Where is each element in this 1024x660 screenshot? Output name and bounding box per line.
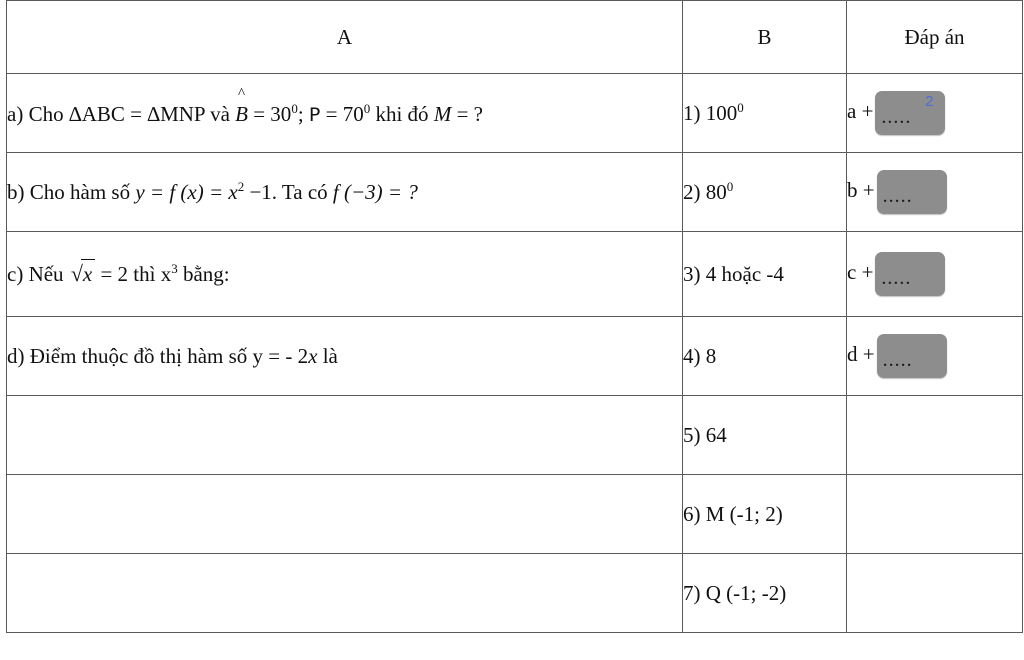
table-row xyxy=(7,153,1023,232)
table-row xyxy=(7,317,1023,396)
angle-b-with-hat xyxy=(235,85,248,128)
question-a-text-6: khi đó xyxy=(370,101,434,126)
answer-b-prefix: b + xyxy=(847,177,875,202)
answer-blank-d[interactable] xyxy=(877,334,947,378)
question-d-text-1: là xyxy=(317,343,338,368)
angle-b-label: B xyxy=(235,101,248,126)
answer-a-mark: 2 xyxy=(925,93,934,110)
question-a-text-7: = ? xyxy=(451,101,483,126)
option-cell-1 xyxy=(683,74,847,153)
question-c-text-1: = 2 thì x xyxy=(95,262,172,287)
column-header-b: B xyxy=(683,1,847,74)
radical-sign: √ xyxy=(70,261,83,287)
answer-blank-b[interactable] xyxy=(877,170,947,214)
question-a-text-3: = 30 xyxy=(247,101,292,126)
answer-cell-a xyxy=(847,74,1023,153)
question-cell-b xyxy=(7,153,683,232)
option-cell-4 xyxy=(683,317,847,396)
degree-sup-1: 0 xyxy=(291,100,298,116)
matching-exercise-table xyxy=(6,0,1023,633)
question-d-prefix: d) Điểm thuộc đồ thị hàm số y = - 2 xyxy=(7,343,309,368)
answer-b-dots: ..... xyxy=(882,185,913,207)
answer-c-dots: ..... xyxy=(881,267,912,289)
empty-question-cell xyxy=(7,396,683,475)
option-cell-2 xyxy=(683,153,847,232)
option-1-text: 1) 100 xyxy=(683,100,738,125)
column-header-answer: Đáp án xyxy=(847,1,1023,74)
triangle-icon: ∆ xyxy=(147,101,161,126)
answer-cell-b xyxy=(847,153,1023,232)
radicand-label: x xyxy=(81,259,95,288)
empty-question-cell xyxy=(7,475,683,554)
option-6-text: 6) M (-1; 2) xyxy=(683,501,783,526)
answer-c-prefix: c + xyxy=(847,259,874,284)
question-a-text-5: = 70 xyxy=(320,101,364,126)
triangle-icon: ∆ xyxy=(68,101,82,126)
table-row xyxy=(7,74,1023,153)
answer-d-prefix: d + xyxy=(847,341,875,366)
question-a-prefix: a) Cho xyxy=(7,101,69,126)
table-row xyxy=(7,475,1023,554)
answer-d-dots: ..... xyxy=(882,349,913,371)
option-cell-5 xyxy=(683,396,847,475)
answer-blank-c[interactable] xyxy=(875,252,945,296)
answer-cell-c xyxy=(847,232,1023,317)
option-2-text: 2) 80 xyxy=(683,179,727,204)
table-header-row xyxy=(7,1,1023,74)
square-root-icon xyxy=(69,259,95,289)
question-b-prefix: b) Cho hàm số xyxy=(7,179,136,204)
question-b-expr-1: y = f (x) = x xyxy=(135,179,238,204)
answer-a-prefix: a + xyxy=(847,98,874,123)
option-2-sup: 0 xyxy=(726,178,734,194)
question-b-sup: 2 xyxy=(237,178,245,194)
option-cell-3 xyxy=(683,232,847,317)
angle-p-label: P xyxy=(308,103,321,126)
option-5-text: 5) 64 xyxy=(683,422,727,447)
angle-m-label: M xyxy=(433,101,452,126)
empty-answer-cell xyxy=(847,475,1023,554)
question-a-text-2: MNP và xyxy=(160,101,236,126)
option-1-sup: 0 xyxy=(737,99,744,115)
question-c-prefix: c) Nếu xyxy=(7,262,69,287)
option-4-text: 4) 8 xyxy=(683,343,717,368)
hat-icon: ^ xyxy=(238,85,246,102)
option-cell-6 xyxy=(683,475,847,554)
answer-cell-d xyxy=(847,317,1023,396)
question-cell-d xyxy=(7,317,683,396)
question-d-var: x xyxy=(308,343,318,368)
empty-answer-cell xyxy=(847,396,1023,475)
empty-answer-cell xyxy=(847,554,1023,633)
question-a-text-4: ; xyxy=(297,101,309,126)
question-cell-c xyxy=(7,232,683,317)
degree-sup-2: 0 xyxy=(363,100,371,116)
option-cell-7 xyxy=(683,554,847,633)
empty-question-cell xyxy=(7,554,683,633)
table-row xyxy=(7,232,1023,317)
question-c-text-2: bằng: xyxy=(177,262,230,287)
option-7-text: 7) Q (-1; -2) xyxy=(683,580,787,605)
column-header-a: A xyxy=(7,1,683,74)
question-cell-a xyxy=(7,74,683,153)
table-row xyxy=(7,554,1023,633)
table-row xyxy=(7,396,1023,475)
question-a-text-1: ABC = xyxy=(81,101,148,126)
question-b-text-2: −1. Ta có xyxy=(244,179,333,204)
question-c-sup: 3 xyxy=(171,261,178,277)
answer-a-dots: ..... xyxy=(881,106,912,128)
answer-blank-a[interactable] xyxy=(875,91,945,135)
option-3-text: 3) 4 hoặc -4 xyxy=(683,261,784,286)
question-b-expr-3: f (−3) = ? xyxy=(332,179,418,204)
